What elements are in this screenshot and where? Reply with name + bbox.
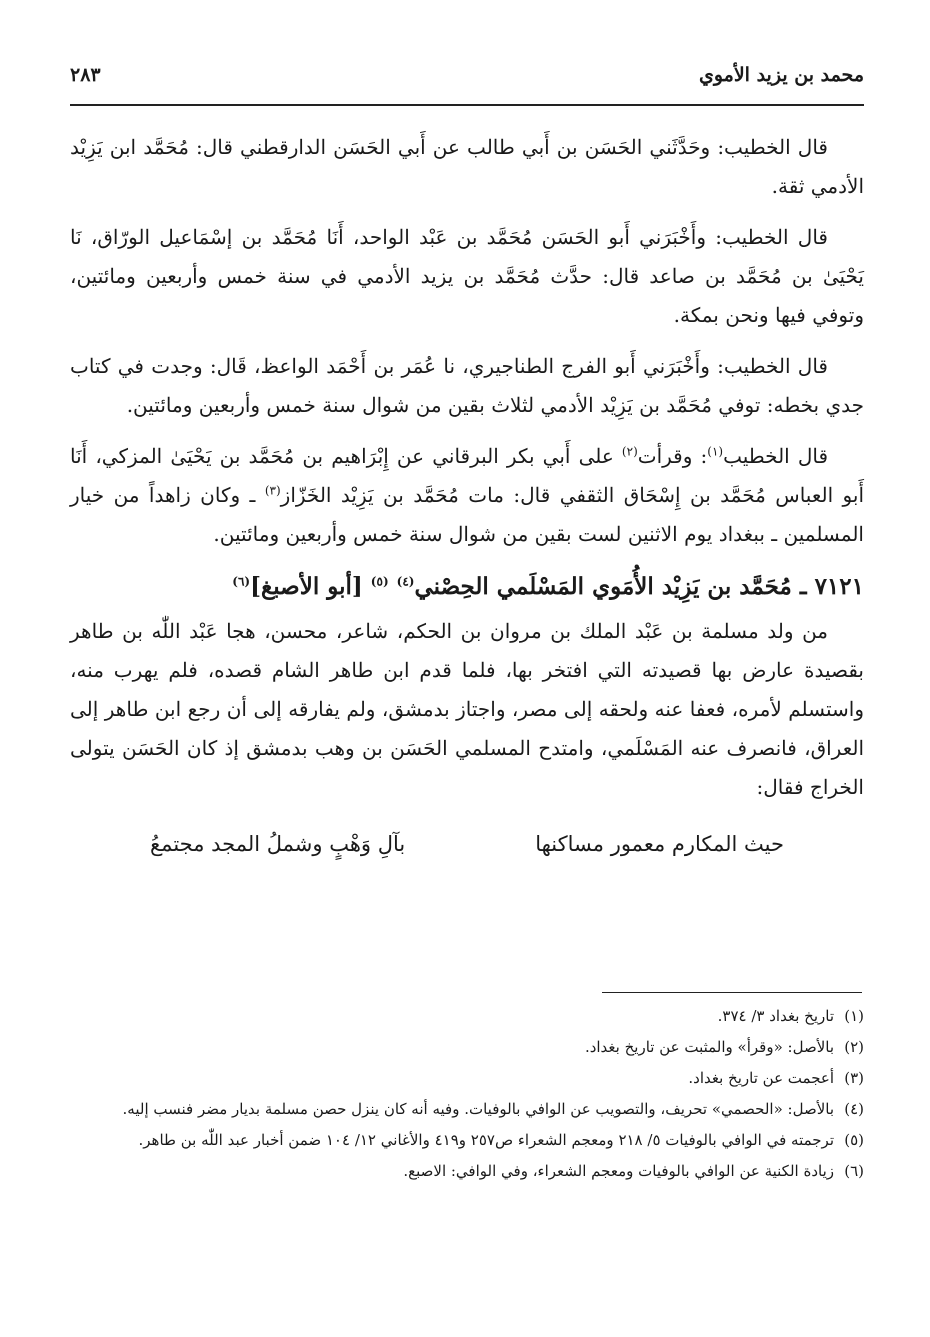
footnote-text: بالأصل: «الحصمي» تحريف، والتصويب عن الوافي بالوفيات. وفيه أنه كان ينزل حصن مسلمة بديار مضر فنسب إليه. [122, 1100, 834, 1118]
entry-kunya: [أبو الأصبغ] [250, 573, 363, 600]
paragraph-4-part-4: ـ وكان زاهداً من خيار المسلمين ـ ببغداد يوم الاثنين لست بقين من شوال سنة خمس وأربعين ومائتين. [70, 483, 864, 546]
footnote-2 [70, 1033, 864, 1061]
footnote-number: (٣) [844, 1069, 864, 1087]
page-number: ٢٨٣ [70, 64, 101, 86]
footnote-separator [602, 992, 862, 993]
footnote-ref-5: (٥) [370, 574, 389, 589]
footnote-number: (٢) [844, 1038, 864, 1056]
footnote-4 [70, 1095, 864, 1123]
footnotes [70, 1002, 864, 1188]
entry-text: من ولد مسلمة بن عَبْد الملك بن مروان بن الحكم، شاعر، محسن، هجا عَبْد اللّٰه بن طاهر بقصيدة عارض بها قصيدته التي افتخر بها، فلما قدم ابن طاهر الشام قصده، فلم يهرب منه، واستسلم لأمره، فعفا عنه ولحقه إلى مصر، واجتاز بدمشق، ولم يفارقه إلى أن رجع ابن طاهر إلى العراق، فانصرف عنه المَسْلَمي، وامتدح المسلمي الحَسَن بن وهب بدمشق إذ كان الحَسَن يتولى الخراج فقال: [70, 619, 864, 799]
footnote-3 [70, 1064, 864, 1092]
paragraph-4-part-3: على أَبي بكر البرقاني عن إِبْرَاهيم بن مُحَمَّد بن يَحْيَىٰ المزكي، أَنَا أَبو العباس مُحَمَّد بن إِسْحَاق الثقفي قال: مات مُحَمَّد بن يَزِيْد الخَزّاز [70, 444, 865, 507]
footnote-text: أعجمت عن تاريخ بغداد. [688, 1069, 834, 1087]
footnote-6 [70, 1157, 864, 1185]
footnote-number: (٦) [844, 1162, 864, 1180]
paragraph-4-part-2: : وقرأت [637, 444, 708, 468]
paragraph-1: قال الخطيب: وحَدَّثَني الحَسَن بن أَبي طالب عن أَبي الحَسَن الدارقطني قال: مُحَمَّد ابن يَزِيْد الأدمي ثقة. [70, 135, 864, 198]
page-header [70, 60, 864, 106]
footnote-5 [70, 1126, 864, 1154]
paragraph-4-part-1: قال الخطيب [723, 444, 829, 468]
paragraph-2: قال الخطيب: وأَخْبَرَني أَبو الحَسَن مُحَمَّد بن عَبْد الواحد، أَنَا مُحَمَّد بن إسْمَاعيل الورّاق، نَا يَحْيَىٰ بن مُحَمَّد بن صاعد قال: حدَّث مُحَمَّد بن يزيد الأدمي في سنة خمس وأربعين ومائتين، وتوفي فيها ونحن بمكة. [70, 225, 864, 327]
main-text [70, 128, 864, 864]
footnote-ref-6: (٦) [232, 574, 251, 589]
footnote-ref-3: (٣) [264, 483, 281, 498]
running-title: محمد بن يزيد الأموي [698, 64, 864, 86]
poem-verse [150, 825, 784, 864]
paragraph-3: قال الخطيب: وأَخْبَرَني أَبو الفرج الطناجيري، نا عُمَر بن أَحْمَد الواعظ، قَال: وجدت في كتاب جدي بخطه: توفي مُحَمَّد بن يَزِيْد الأدمي لثلاث بقين من شوال سنة خمس وأربعين ومائتين. [70, 354, 864, 417]
footnote-text: ترجمته في الوافي بالوفيات ٥/ ٢١٨ ومعجم الشعراء ص٢٥٧ و٤١٩ والأغاني ١٢/ ١٠٤ ضمن أخبار عبد اللّٰه بن طاهر. [138, 1131, 834, 1149]
paragraph-4 [70, 437, 864, 554]
footnote-number: (٥) [844, 1131, 864, 1149]
footnote-1 [70, 1002, 864, 1030]
footnote-ref-2: (٢) [621, 444, 638, 459]
poem-hemistich-2: بآلِ وَهْبٍ وشملُ المجد مجتمعُ [150, 832, 406, 856]
footnote-text: زيادة الكنية عن الوافي بالوفيات ومعجم الشعراء، وفي الوافي: الاصبع. [403, 1162, 834, 1180]
entry-heading-text: ٧١٢١ ـ مُحَمَّد بن يَزِيْد الأُمَوي المَسْلَمي الحِصْني [414, 573, 864, 600]
footnote-number: (١) [844, 1007, 864, 1025]
footnote-ref-4: (٤) [396, 574, 415, 589]
footnote-number: (٤) [844, 1100, 864, 1118]
entry-heading [70, 566, 864, 608]
footnote-ref-1: (١) [707, 444, 724, 459]
footnote-text: تاريخ بغداد ٣/ ٣٧٤. [717, 1007, 834, 1025]
poem-hemistich-1: حيث المكارم معمور مساكنها [535, 832, 784, 856]
footnote-text: بالأصل: «وقرأ» والمثبت عن تاريخ بغداد. [584, 1038, 834, 1056]
